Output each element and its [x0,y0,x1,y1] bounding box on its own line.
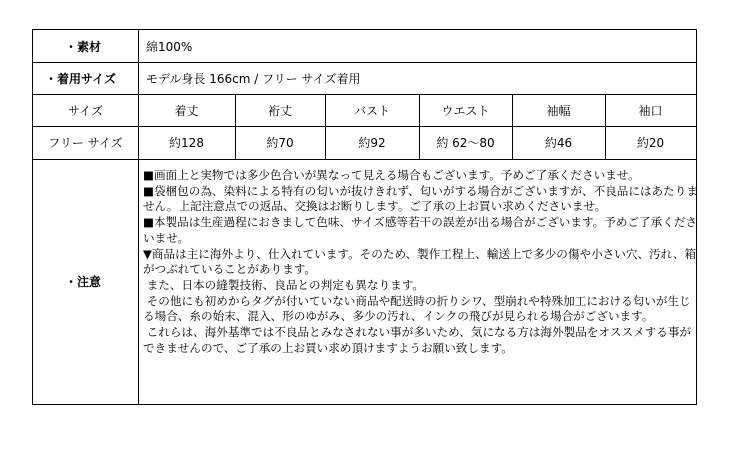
model-size-label: ・着用サイズ [45,71,117,86]
note-paragraph: また、日本の縫製技術、良品との判定も異なります。 [143,277,425,292]
notes-label: ・注意 [65,275,102,289]
sleeve-width-value: 約46 [544,136,573,150]
size-value: フリー サイズ [48,136,123,150]
note-paragraph: これらは、海外基準では不良品とみなされない事が多いため、気になる方は海外製品をオススメする事ができませんので、ご了承の上お買い求め頂けますようお願い致します。 [143,325,692,355]
bust-value: 約92 [358,136,386,150]
sleeve-length-header: 裄丈 [267,103,292,118]
bust-header: バスト [353,103,390,118]
note-paragraph: その他にも初めからタグが付いていない商品や配送時の折りシワ、型崩れや特殊加工における匂いが生じる場合、糸の始末、混入、形のゆがみ、多少の汚れ、インクの飛びが見られる場合がございます。 [143,293,691,324]
sleeve-length-value: 約70 [266,136,294,150]
waist-value: 約 62〜80 [436,136,495,150]
note-paragraph: ■袋梱包の為、染料による特有の匂いが抜けきれず、匂いがする場合がございますが、不良品にはあたりません。上記注意点での返品、交換はお断りします。ご了承の上お買い求めくださいませ。 [143,183,698,214]
waist-header: ウエスト [441,103,490,118]
product-info-table [32,29,697,405]
notes-text [143,168,698,356]
note-paragraph: ■画面上と実物では多少色合いが異なって見える場合もございます。予めご了承くださいませ。 [143,168,640,182]
note-paragraph: ▼商品は主に海外より、仕入れています。そのため、製作工程上、輸送上で多少の傷や小さい穴、汚れ、箱がつぶれていることがあります。 [143,246,697,277]
label-column-divider [138,30,139,404]
size-header: サイズ [67,103,104,118]
note-paragraph: ■本製品は生産過程におきまして色味、サイズ感等若干の誤差が出る場合がございます。予めご了承くださいませ。 [143,215,698,245]
cuff-value: 約20 [636,136,665,150]
material-label: ・素材 [65,39,102,54]
length-header: 着丈 [174,103,199,118]
model-size-value: モデル身長 166cm / フリー サイズ着用 [146,71,361,86]
length-value: 約128 [169,136,204,150]
cuff-header: 袖口 [638,103,663,118]
material-value: 綿100% [146,39,193,54]
sleeve-width-header: 袖幅 [546,103,571,118]
